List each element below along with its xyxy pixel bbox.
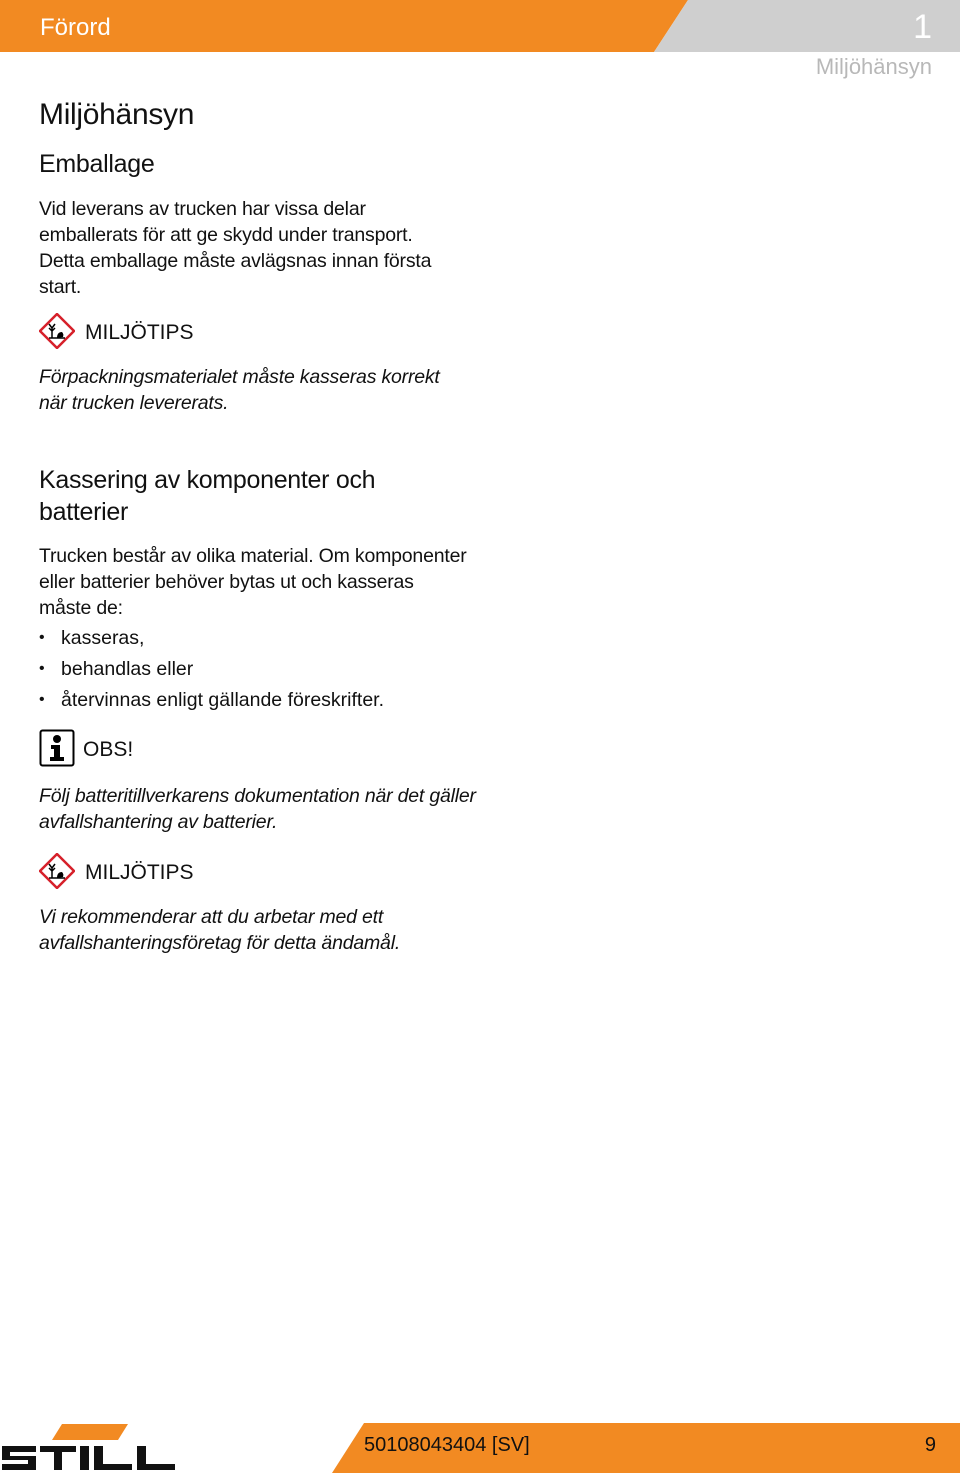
still-logo [0,1422,178,1479]
disposal-tip-text: Vi rekommenderar att du arbetar med ett avfallshanteringsföretag för detta ändamål. [39,906,401,954]
packaging-tip [39,313,194,353]
obs-label: OBS! [83,738,134,761]
environment-hazard-icon [39,853,75,894]
obs-text: Följ batteritillverkarens dokumentation när det gäller avfallshantering av batterier. [39,785,476,833]
info-icon [39,729,75,772]
disposal-bullet-list [39,625,384,718]
disposal-text: Trucken består av olika material. Om komponenter eller batterier behöver bytas ut och kasseras måste de: [39,545,467,619]
environment-hazard-icon [39,313,75,354]
document-id: 50108043404 [SV] [364,1434,530,1456]
list-item: • kasseras, [39,625,384,656]
chapter-number: 1 [913,8,932,46]
packaging-heading: Emballage [39,150,155,178]
chapter-title: Förord [40,14,111,41]
packaging-tip-text: Förpackningsmaterialet måste kasseras korrekt när trucken levererats. [39,366,440,414]
running-section-title: Miljöhänsyn [815,54,932,79]
disposal-heading-line2: batterier [39,498,129,526]
page-header [0,0,960,52]
disposal-tip [39,853,194,893]
page-number: 9 [924,1434,936,1456]
list-item: • behandlas eller [39,656,384,687]
packaging-text: Vid leverans av trucken har vissa delar emballerats för att ge skydd under transport. Detta emballage måste avlägsnas innan första start. [39,198,432,298]
list-item: • återvinnas enligt gällande föreskrifter. [39,687,384,718]
disposal-tip-label: MILJÖTIPS [85,861,194,884]
disposal-heading-line1: Kassering av komponenter och [39,466,376,494]
obs-note [39,730,133,770]
page-title: Miljöhänsyn [39,98,195,131]
packaging-tip-label: MILJÖTIPS [85,321,194,344]
